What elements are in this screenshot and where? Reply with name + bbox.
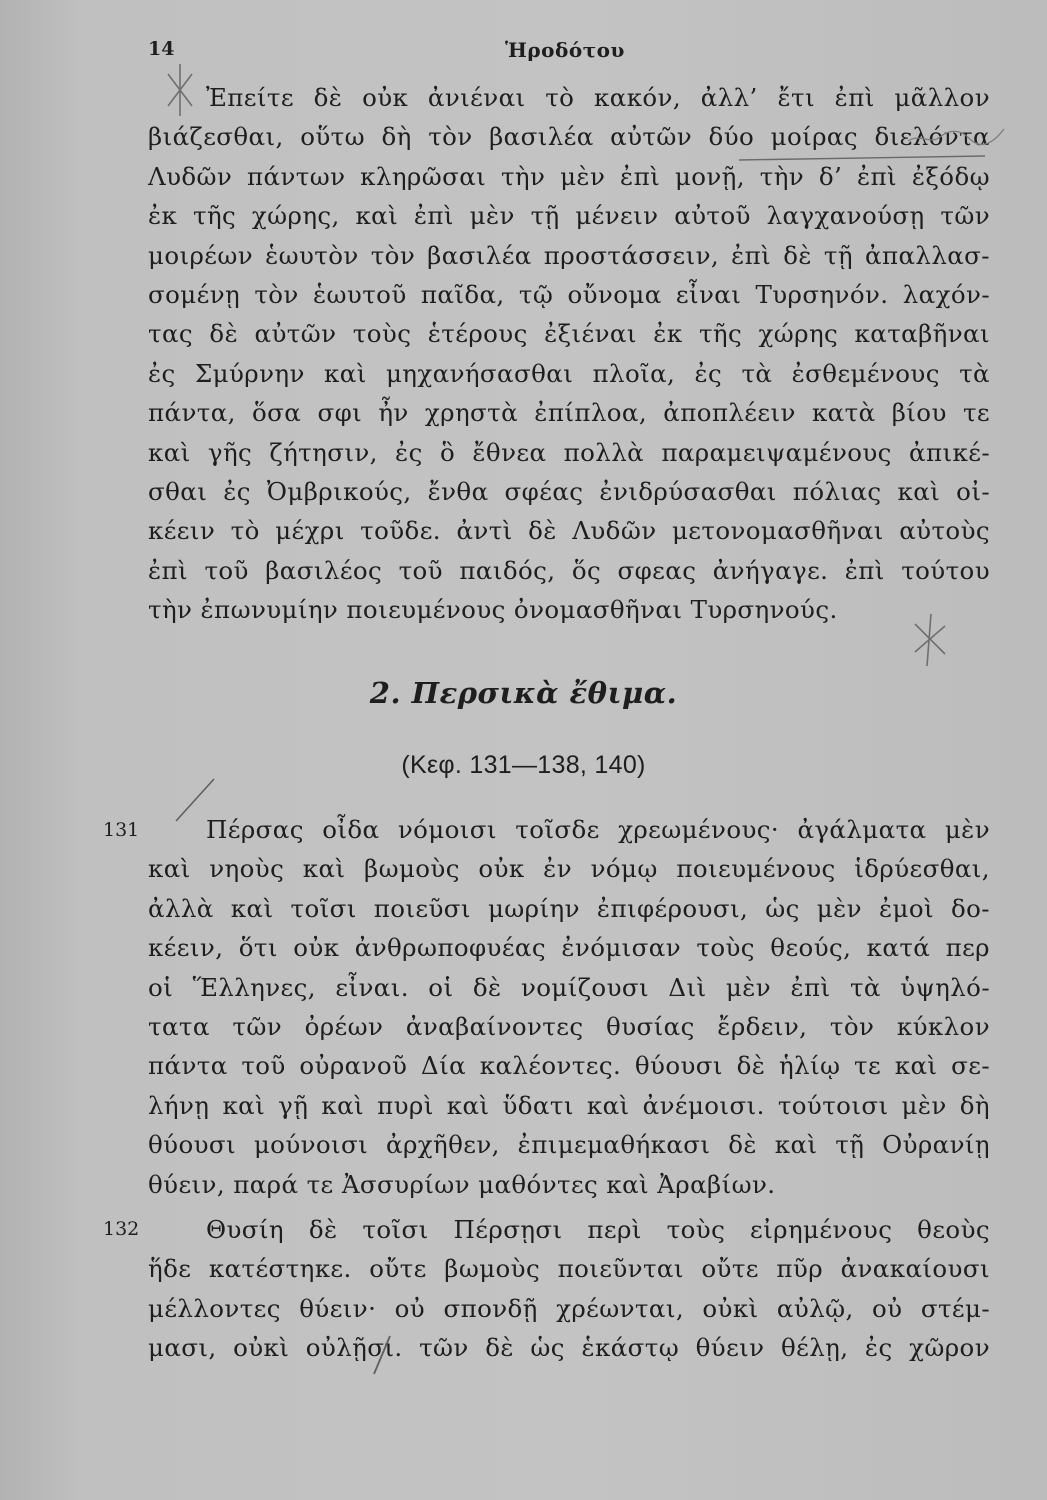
text-line: τατα τῶν ὀρέων ἀναβαίνοντες θυσίας ἔρδειν, τὸν κύκλον — [148, 1012, 990, 1042]
text-line: Ἐπείτε δὲ οὐκ ἀνιέναι τὸ κακόν, ἀλλ’ ἔτι ἐπὶ μᾶλλον — [206, 83, 990, 112]
text-line: ἥδε κατέστηκε. οὔτε βωμοὺς ποιεῦνται οὔτε πῦρ ἀνακαίουσι — [148, 1254, 990, 1284]
text-line: σθαι ἐς Ὀμβρικούς, ἔνθα σφέας ἐνιδρύσασθαι πόλιας καὶ οἰ- — [148, 477, 990, 507]
text-line: θύειν, παρά τε Ἀσσυρίων μαθόντες καὶ Ἀραβίων. — [148, 1169, 776, 1199]
text-line: Θυσίη δὲ τοῖσι Πέρσῃσι περὶ τοὺς εἰρημένους θεοὺς — [206, 1215, 990, 1244]
chapter-131-text — [148, 810, 990, 1204]
section-title: 2. Περσικὰ ἔθιμα. — [369, 676, 678, 710]
text-line: σομένῃ τὸν ἑωυτοῦ παῖδα, τῷ οὔνομα εἶναι Τυρσηνόν. λαχόν- — [148, 280, 990, 310]
text-line: καὶ νηοὺς καὶ βωμοὺς οὐκ ἐν νόμῳ ποιευμένους ἱδρύεσθαι, — [148, 854, 990, 884]
section-subtitle: (Κεφ. 131—138, 140) — [401, 751, 646, 779]
text-line: βιάζεσθαι, οὕτω δὴ τὸν βασιλέα αὐτῶν δύο μοίρας διελόντα — [148, 122, 990, 152]
text-line: καὶ γῆς ζήτησιν, ἐς ὃ ἔθνεα πολλὰ παραμειψαμένους ἀπικέ- — [148, 437, 990, 467]
text-line: ἐς Σμύρνην καὶ μηχανήσασθαι πλοῖα, ἐς τὰ ἐσθεμένους τὰ — [148, 358, 990, 388]
text-line: μέλλοντες θύειν· οὐ σπονδῇ χρέωνται, οὐκὶ αὐλῷ, οὐ στέμ- — [148, 1293, 990, 1323]
text-line: τὴν ἐπωνυμίην ποιευμένους ὀνομασθῆναι Τυρσηνούς. — [148, 595, 838, 625]
chapter-132-text — [148, 1210, 990, 1368]
text-line: μασι, οὐκὶ οὐλῇσι. τῶν δὲ ὡς ἑκάστῳ θύειν θέλῃ, ἐς χῶρον — [148, 1333, 990, 1363]
text-line: πάντα τοῦ οὐρανοῦ Δία καλέοντες. θύουσι δὲ ἡλίῳ τε καὶ σε- — [148, 1051, 990, 1081]
chapter-number: 132 — [103, 1218, 140, 1240]
text-line: Πέρσας οἶδα νόμοισι τοῖσδε χρεωμένους· ἀγάλματα μὲν — [206, 815, 990, 844]
running-head: Ἡροδότου — [505, 38, 625, 62]
text-line: Λυδῶν πάντων κληρῶσαι τὴν μὲν ἐπὶ μονῇ, τὴν δ’ ἐπὶ ἐξόδῳ — [148, 161, 990, 191]
text-line: οἱ Ἕλληνες, εἶναι. οἱ δὲ νομίζουσι Διὶ μὲν ἐπὶ τὰ ὑψηλό- — [148, 972, 990, 1002]
text-line: ἐκ τῆς χώρης, καὶ ἐπὶ μὲν τῇ μένειν αὐτοῦ λαγχανούσῃ τῶν — [148, 201, 990, 231]
passage-1 — [148, 78, 990, 630]
text-line: μοιρέων ἑωυτὸν τὸν βασιλέα προστάσσειν, ἐπὶ δὲ τῇ ἀπαλλασ- — [148, 240, 990, 270]
chapter-number: 131 — [103, 819, 140, 841]
text-line: τας δὲ αὐτῶν τοὺς ἑτέρους ἐξιέναι ἐκ τῆς χώρης καταβῆναι — [148, 319, 990, 349]
page-number: 14 — [148, 38, 175, 60]
text-line: ἀλλὰ καὶ τοῖσι ποιεῦσι μωρίην ἐπιφέρουσι, ὡς μὲν ἐμοὶ δο- — [148, 893, 990, 923]
text-line: λήνῃ καὶ γῇ καὶ πυρὶ καὶ ὕδατι καὶ ἀνέμοισι. τούτοισι μὲν δὴ — [148, 1090, 990, 1120]
text-line: θύουσι μούνοισι ἀρχῆθεν, ἐπιμεμαθήκασι δὲ καὶ τῇ Οὐρανίῃ — [148, 1130, 990, 1160]
text-line: κέειν τὸ μέχρι τοῦδε. ἀντὶ δὲ Λυδῶν μετονομασθῆναι αὐτοὺς — [148, 516, 990, 546]
text-line: ἐπὶ τοῦ βασιλέος τοῦ παιδός, ὅς σφεας ἀνήγαγε. ἐπὶ τούτου — [148, 555, 990, 585]
text-line: πάντα, ὅσα σφι ἦν χρηστὰ ἐπίπλοα, ἀποπλέειν κατὰ βίου τε — [148, 398, 990, 428]
text-line: κέειν, ὅτι οὐκ ἀνθρωποφυέας ἐνόμισαν τοὺς θεούς, κατά περ — [148, 933, 990, 963]
